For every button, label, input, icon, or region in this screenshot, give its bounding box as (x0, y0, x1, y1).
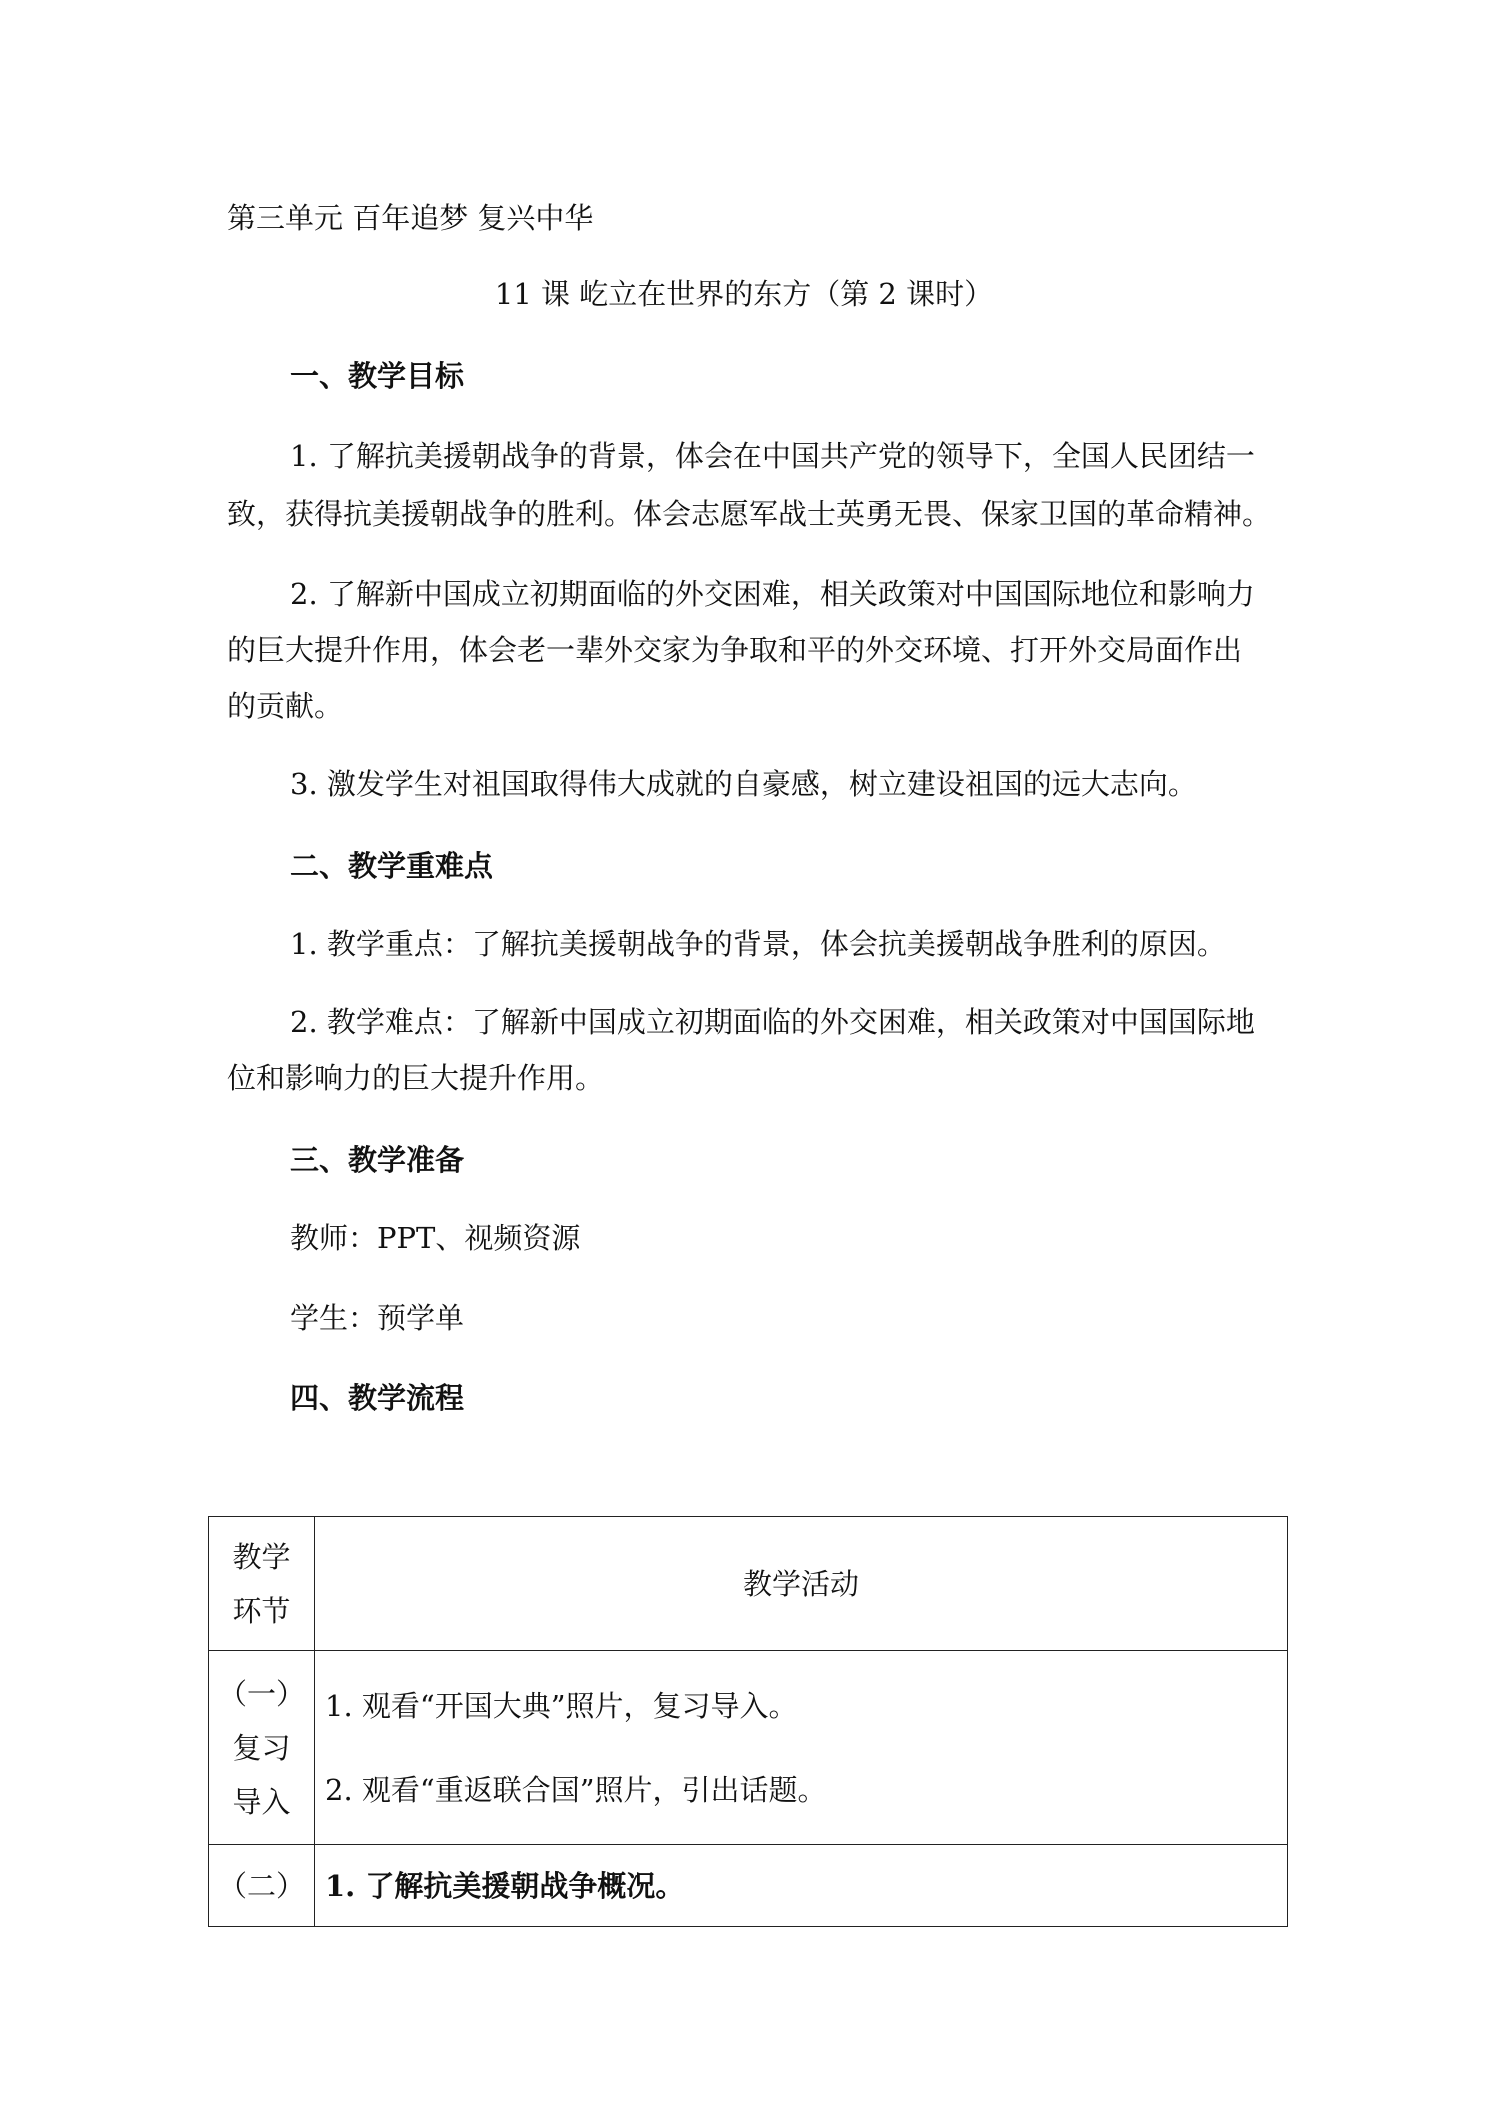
stage-line-1: （一） (217, 1676, 305, 1711)
stage-cell (209, 1651, 315, 1845)
teaching-flow-table (208, 1516, 1288, 1927)
activity-cell (315, 1845, 1288, 1927)
stage-line-3: 导入 (232, 1784, 291, 1819)
activity-item: 1. 观看“开国大典”照片，复习导入。 (325, 1688, 798, 1723)
section-heading-flow: 四、教学流程 (290, 1381, 465, 1415)
section-heading-preparation: 三、教学准备 (290, 1143, 465, 1177)
header-stage-line-1: 教学 (232, 1539, 291, 1574)
section-heading-key-points: 二、教学重难点 (290, 849, 494, 883)
teacher-preparation: 教师：PPT、视频资源 (290, 1221, 581, 1255)
stage-cell (209, 1845, 315, 1927)
student-preparation: 学生：预学单 (290, 1301, 465, 1335)
key-point: 1. 教学重点：了解抗美援朝战争的背景，体会抗美援朝战争胜利的原因。 (290, 927, 1226, 961)
header-activity-cell: 教学活动 (315, 1517, 1288, 1651)
objective-2-line-2: 的巨大提升作用，体会老一辈外交家为争取和平的外交环境、打开外交局面作出 (227, 633, 1243, 667)
stage-line-2: 复习 (232, 1730, 291, 1765)
lesson-title: 11 课 屹立在世界的东方（第 2 课时） (494, 277, 994, 311)
objective-1-line-2: 致，获得抗美援朝战争的胜利。体会志愿军战士英勇无畏、保家卫国的革命精神。 (227, 497, 1272, 531)
stage-line-1: （二） (217, 1868, 305, 1903)
header-stage-cell (209, 1517, 315, 1651)
table-header-row (209, 1517, 1288, 1651)
objective-3: 3. 激发学生对祖国取得伟大成就的自豪感，树立建设祖国的远大志向。 (290, 767, 1197, 801)
objective-2-line-3: 的贡献。 (227, 689, 344, 723)
difficult-point-line-1: 2. 教学难点：了解新中国成立初期面临的外交困难，相关政策对中国国际地 (290, 1005, 1255, 1039)
unit-title: 第三单元 百年追梦 复兴中华 (227, 201, 594, 235)
table-row (209, 1651, 1288, 1845)
objective-2-line-1: 2. 了解新中国成立初期面临的外交困难，相关政策对中国国际地位和影响力 (290, 577, 1255, 611)
activity-cell (315, 1651, 1288, 1845)
difficult-point-line-2: 位和影响力的巨大提升作用。 (227, 1061, 605, 1095)
activity-item: 1. 了解抗美援朝战争概况。 (325, 1868, 685, 1903)
objective-1-line-1: 1. 了解抗美援朝战争的背景，体会在中国共产党的领导下，全国人民团结一 (290, 439, 1255, 473)
table-row (209, 1845, 1288, 1927)
header-stage-line-2: 环节 (232, 1593, 291, 1628)
section-heading-objectives: 一、教学目标 (290, 359, 465, 393)
activity-item: 2. 观看“重返联合国”照片，引出话题。 (325, 1772, 827, 1807)
